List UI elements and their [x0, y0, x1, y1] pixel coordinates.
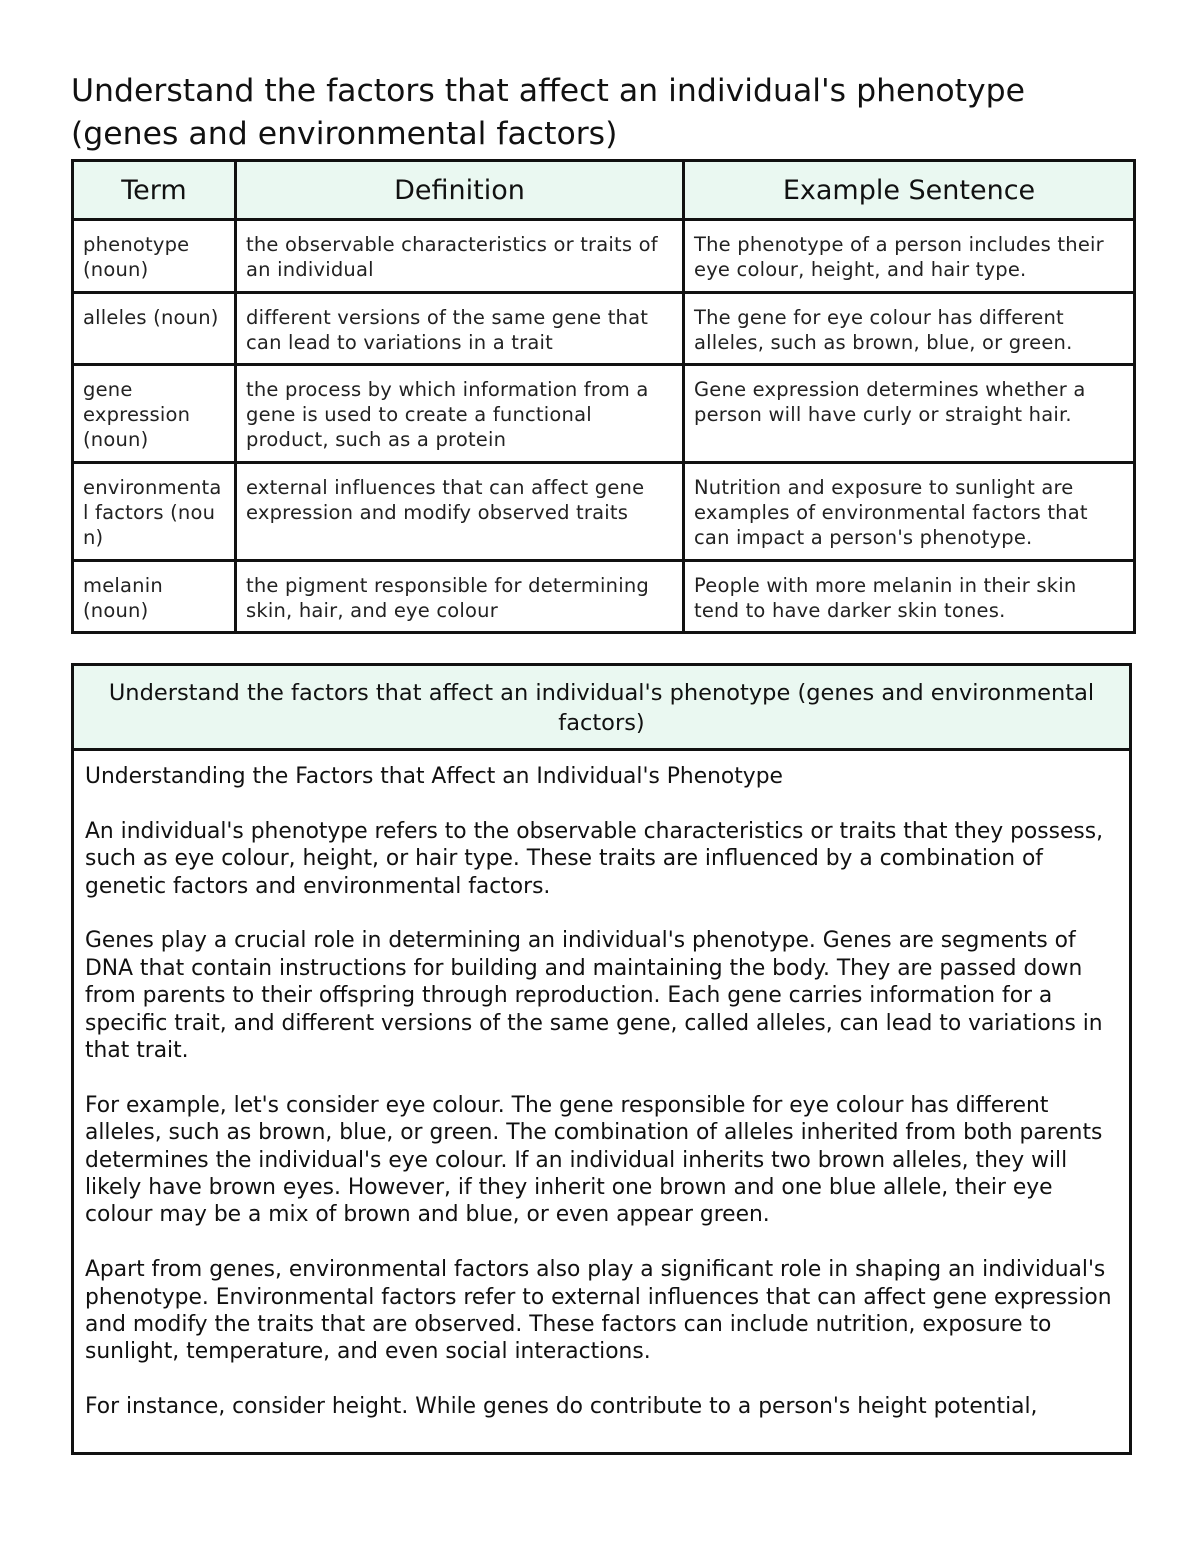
reading-paragraph: Genes play a crucial role in determining an individual's phenotype. Genes are segments of DNA that contain instructions for building and maintaining the body. They are passed down from parents to their offspring through reproduction. Each gene carries information for a specific trait, and different versions of the same gene, called alleles, can lead to variations in that trait. — [85, 928, 1103, 1064]
header-definition: Definition — [236, 161, 684, 220]
term-cell: alleles (noun) — [73, 293, 236, 365]
definition-cell: different versions of the same gene that can lead to variations in a trait — [236, 293, 684, 365]
definition-cell: the process by which information from a gene is used to create a functional product, such as a protein — [236, 365, 684, 463]
term-cell: melanin (noun) — [73, 561, 236, 633]
example-cell: The gene for eye colour has different alleles, such as brown, blue, or green. — [684, 293, 1135, 365]
term-cell: phenotype (noun) — [73, 220, 236, 293]
reading-passage-box — [71, 663, 1132, 1455]
table-row — [73, 463, 1135, 561]
example-cell: The phenotype of a person includes their eye colour, height, and hair type. — [684, 220, 1135, 293]
table-row — [73, 220, 1135, 293]
reading-passage-body — [74, 751, 1129, 1421]
reading-paragraph: For example, let's consider eye colour. The gene responsible for eye colour has different alleles, such as brown, blue, or green. The combination of alleles inherited from both parents determines the individual's eye colour. If an individual inherits two brown alleles, they will likely have brown eyes. However, if they inherit one brown and one blue allele, their eye colour may be a mix of brown and blue, or even appear green. — [85, 1092, 1103, 1228]
vocabulary-table — [71, 159, 1136, 634]
header-term: Term — [73, 161, 236, 220]
reading-paragraph: For instance, consider height. While genes do contribute to a person's height potential, — [85, 1394, 1038, 1420]
table-header-row — [73, 161, 1135, 220]
term-cell: gene expression (noun) — [73, 365, 236, 463]
example-cell: Nutrition and exposure to sunlight are examples of environmental factors that can impact a person's phenotype. — [684, 463, 1135, 561]
definition-cell: external influences that can affect gene expression and modify observed traits — [236, 463, 684, 561]
reading-passage-header: Understand the factors that affect an individual's phenotype (genes and environmental factors) — [74, 666, 1129, 751]
term-cell: environmental factors (noun) — [73, 463, 236, 561]
example-cell: Gene expression determines whether a person will have curly or straight hair. — [684, 365, 1135, 463]
example-cell: People with more melanin in their skin tend to have darker skin tones. — [684, 561, 1135, 633]
header-example-sentence: Example Sentence — [684, 161, 1135, 220]
definition-cell: the pigment responsible for determining skin, hair, and eye colour — [236, 561, 684, 633]
page-title: Understand the factors that affect an individual's phenotype (genes and environmental factors) — [71, 73, 1026, 152]
reading-paragraph: An individual's phenotype refers to the observable characteristics or traits that they possess, such as eye colour, height, or hair type. These traits are influenced by a combination of genetic factors and environmental factors. — [85, 818, 1104, 899]
reading-paragraph: Apart from genes, environmental factors also play a significant role in shaping an individual's phenotype. Environmental factors refer to external influences that can affect gene expression and modify the traits that are observed. These factors can include nutrition, exposure to sunlight, temperature, and even social interactions. — [85, 1257, 1112, 1365]
table-row — [73, 365, 1135, 463]
definition-cell: the observable characteristics or traits of an individual — [236, 220, 684, 293]
table-row — [73, 293, 1135, 365]
table-row — [73, 561, 1135, 633]
reading-heading: Understanding the Factors that Affect an Individual's Phenotype — [85, 764, 783, 789]
